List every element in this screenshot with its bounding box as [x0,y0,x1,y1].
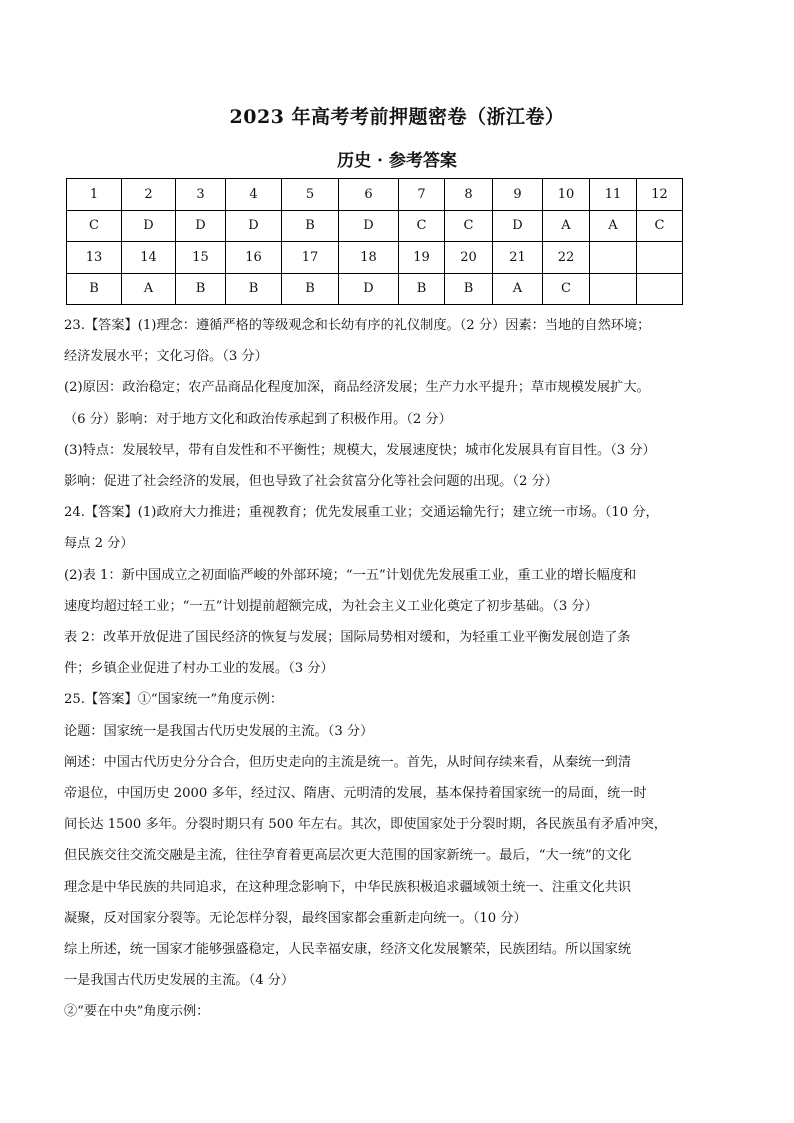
answer-key-row [67,210,683,242]
answer-text-line: ②“要在中央”角度示例： [64,1004,210,1020]
answer-text-line: 凝聚，反对国家分裂等。无论怎样分裂，最终国家都会重新走向统一。（10 分） [64,910,527,926]
question-number-row [67,242,683,274]
question-number-cell: 7 [399,179,445,211]
question-number-cell: 2 [122,179,176,211]
question-number-cell: 9 [493,179,543,211]
question-number-cell: 20 [445,242,493,274]
question-number-cell: 15 [176,242,226,274]
answer-text-line: 23.【答案】(1)理念：遵循严格的等级观念和长幼有序的礼仪制度。（2 分）因素：当地的自然环境； [64,318,651,333]
question-number-cell: 19 [399,242,445,274]
answer-text-line: 间长达 1500 多年。分裂时期只有 500 年左右。其次，即使国家处于分裂时期，各民族虽有矛盾冲突， [64,817,667,833]
answer-cell: C [399,210,445,242]
answer-cell: C [67,210,122,242]
answer-cell: B [445,273,493,305]
answer-text-line: 论题：国家统一是我国古代历史发展的主流。（3 分） [64,723,374,739]
answer-text-line: 24.【答案】(1)政府大力推进；重视教育；优先发展重工业；交通运输先行；建立统一市场。（10 分， [64,505,659,521]
question-number-cell: 11 [590,179,637,211]
question-number-cell: 21 [493,242,543,274]
question-number-cell: 22 [543,242,590,274]
answer-text-line: （6 分）影响：对于地方文化和政治传承起到了积极作用。（2 分） [64,411,452,427]
answer-table-body [67,179,683,305]
answer-cell: A [590,210,637,242]
answer-text-line: 速度均超过轻工业；“一五”计划提前超额完成，为社会主义工业化奠定了初步基础。（3 分） [64,598,598,614]
answer-cell: B [176,273,226,305]
answer-cell: D [176,210,226,242]
question-number-cell: 5 [282,179,339,211]
answer-cell: B [282,210,339,242]
answer-text-line: (2)原因：政治稳定；农产品商品化程度加深，商品经济发展；生产力水平提升；草市规模发展扩大。 [64,380,650,396]
answer-text-line: 表 2：改革开放促进了国民经济的恢复与发展；国际局势相对缓和，为轻重工业平衡发展创造了条 [64,630,631,646]
answer-cell: C [637,210,683,242]
question-number-cell [590,242,637,274]
question-number-cell: 16 [226,242,282,274]
answer-cell: D [226,210,282,242]
answer-cell: B [67,273,122,305]
answer-text-line: (3)特点：发展较早，带有自发性和不平衡性；规模大，发展速度快；城市化发展具有盲目性。（3 分） [64,442,656,458]
answer-text-line: 但民族交往交流交融是主流，往往孕育着更高层次更大范围的国家新统一。最后，“大一统”的文化 [64,848,632,864]
answer-text-line: 25.【答案】①“国家统一”角度示例： [64,692,284,708]
answer-text-line: 综上所述，统一国家才能够强盛稳定，人民幸福安康，经济文化发展繁荣，民族团结。所以国家统 [64,942,632,958]
answer-cell: D [339,273,399,305]
question-number-cell: 10 [543,179,590,211]
answer-text-line: 每点 2 分） [64,536,134,552]
question-number-cell [637,242,683,274]
answer-cell [590,273,637,305]
answer-text-line: (2)表 1：新中国成立之初面临严峻的外部环境；“一五”计划优先发展重工业，重工业的增长幅度和 [64,567,637,583]
question-number-cell: 14 [122,242,176,274]
answer-cell: B [399,273,445,305]
answer-cell: A [493,273,543,305]
document-subtitle: 历史 · 参考答案 [337,151,457,171]
answer-cell [637,273,683,305]
question-number-cell: 3 [176,179,226,211]
answer-text-line: 影响：促进了社会经济的发展，但也导致了社会贫富分化等社会问题的出现。（2 分） [64,474,558,490]
answer-text-line: 件；乡镇企业促进了村办工业的发展。（3 分） [64,661,334,677]
answer-cell: A [122,273,176,305]
answer-cell: C [543,273,590,305]
question-number-cell: 4 [226,179,282,211]
document-title: 2023 年高考考前押题密卷（浙江卷） [229,106,565,128]
answer-cell: B [282,273,339,305]
answer-text-line: 阐述：中国古代历史分分合合，但历史走向的主流是统一。首先，从时间存续来看，从秦统一到清 [64,754,632,770]
answer-text-line: 帝退位，中国历史 2000 多年，经过汉、隋唐、元明清的发展，基本保持着国家统一的局面，统一时 [64,786,647,802]
answer-explanations [64,310,690,1028]
question-number-cell: 12 [637,179,683,211]
answer-cell: D [122,210,176,242]
answer-table [66,178,683,305]
answer-cell: D [493,210,543,242]
answer-cell: D [339,210,399,242]
question-number-cell: 13 [67,242,122,274]
question-number-cell: 6 [339,179,399,211]
question-number-cell: 18 [339,242,399,274]
answer-cell: C [445,210,493,242]
question-number-cell: 8 [445,179,493,211]
answer-cell: B [226,273,282,305]
answer-text-line: 一是我国古代历史发展的主流。（4 分） [64,973,295,989]
question-number-row [67,179,683,211]
question-number-cell: 1 [67,179,122,211]
answer-key-row [67,273,683,305]
answer-cell: A [543,210,590,242]
question-number-cell: 17 [282,242,339,274]
answer-text-line: 理念是中华民族的共同追求，在这种理念影响下，中华民族积极追求疆域领土统一、注重文化共识 [64,879,632,895]
answer-text-line: 经济发展水平；文化习俗。（3 分） [64,349,268,365]
